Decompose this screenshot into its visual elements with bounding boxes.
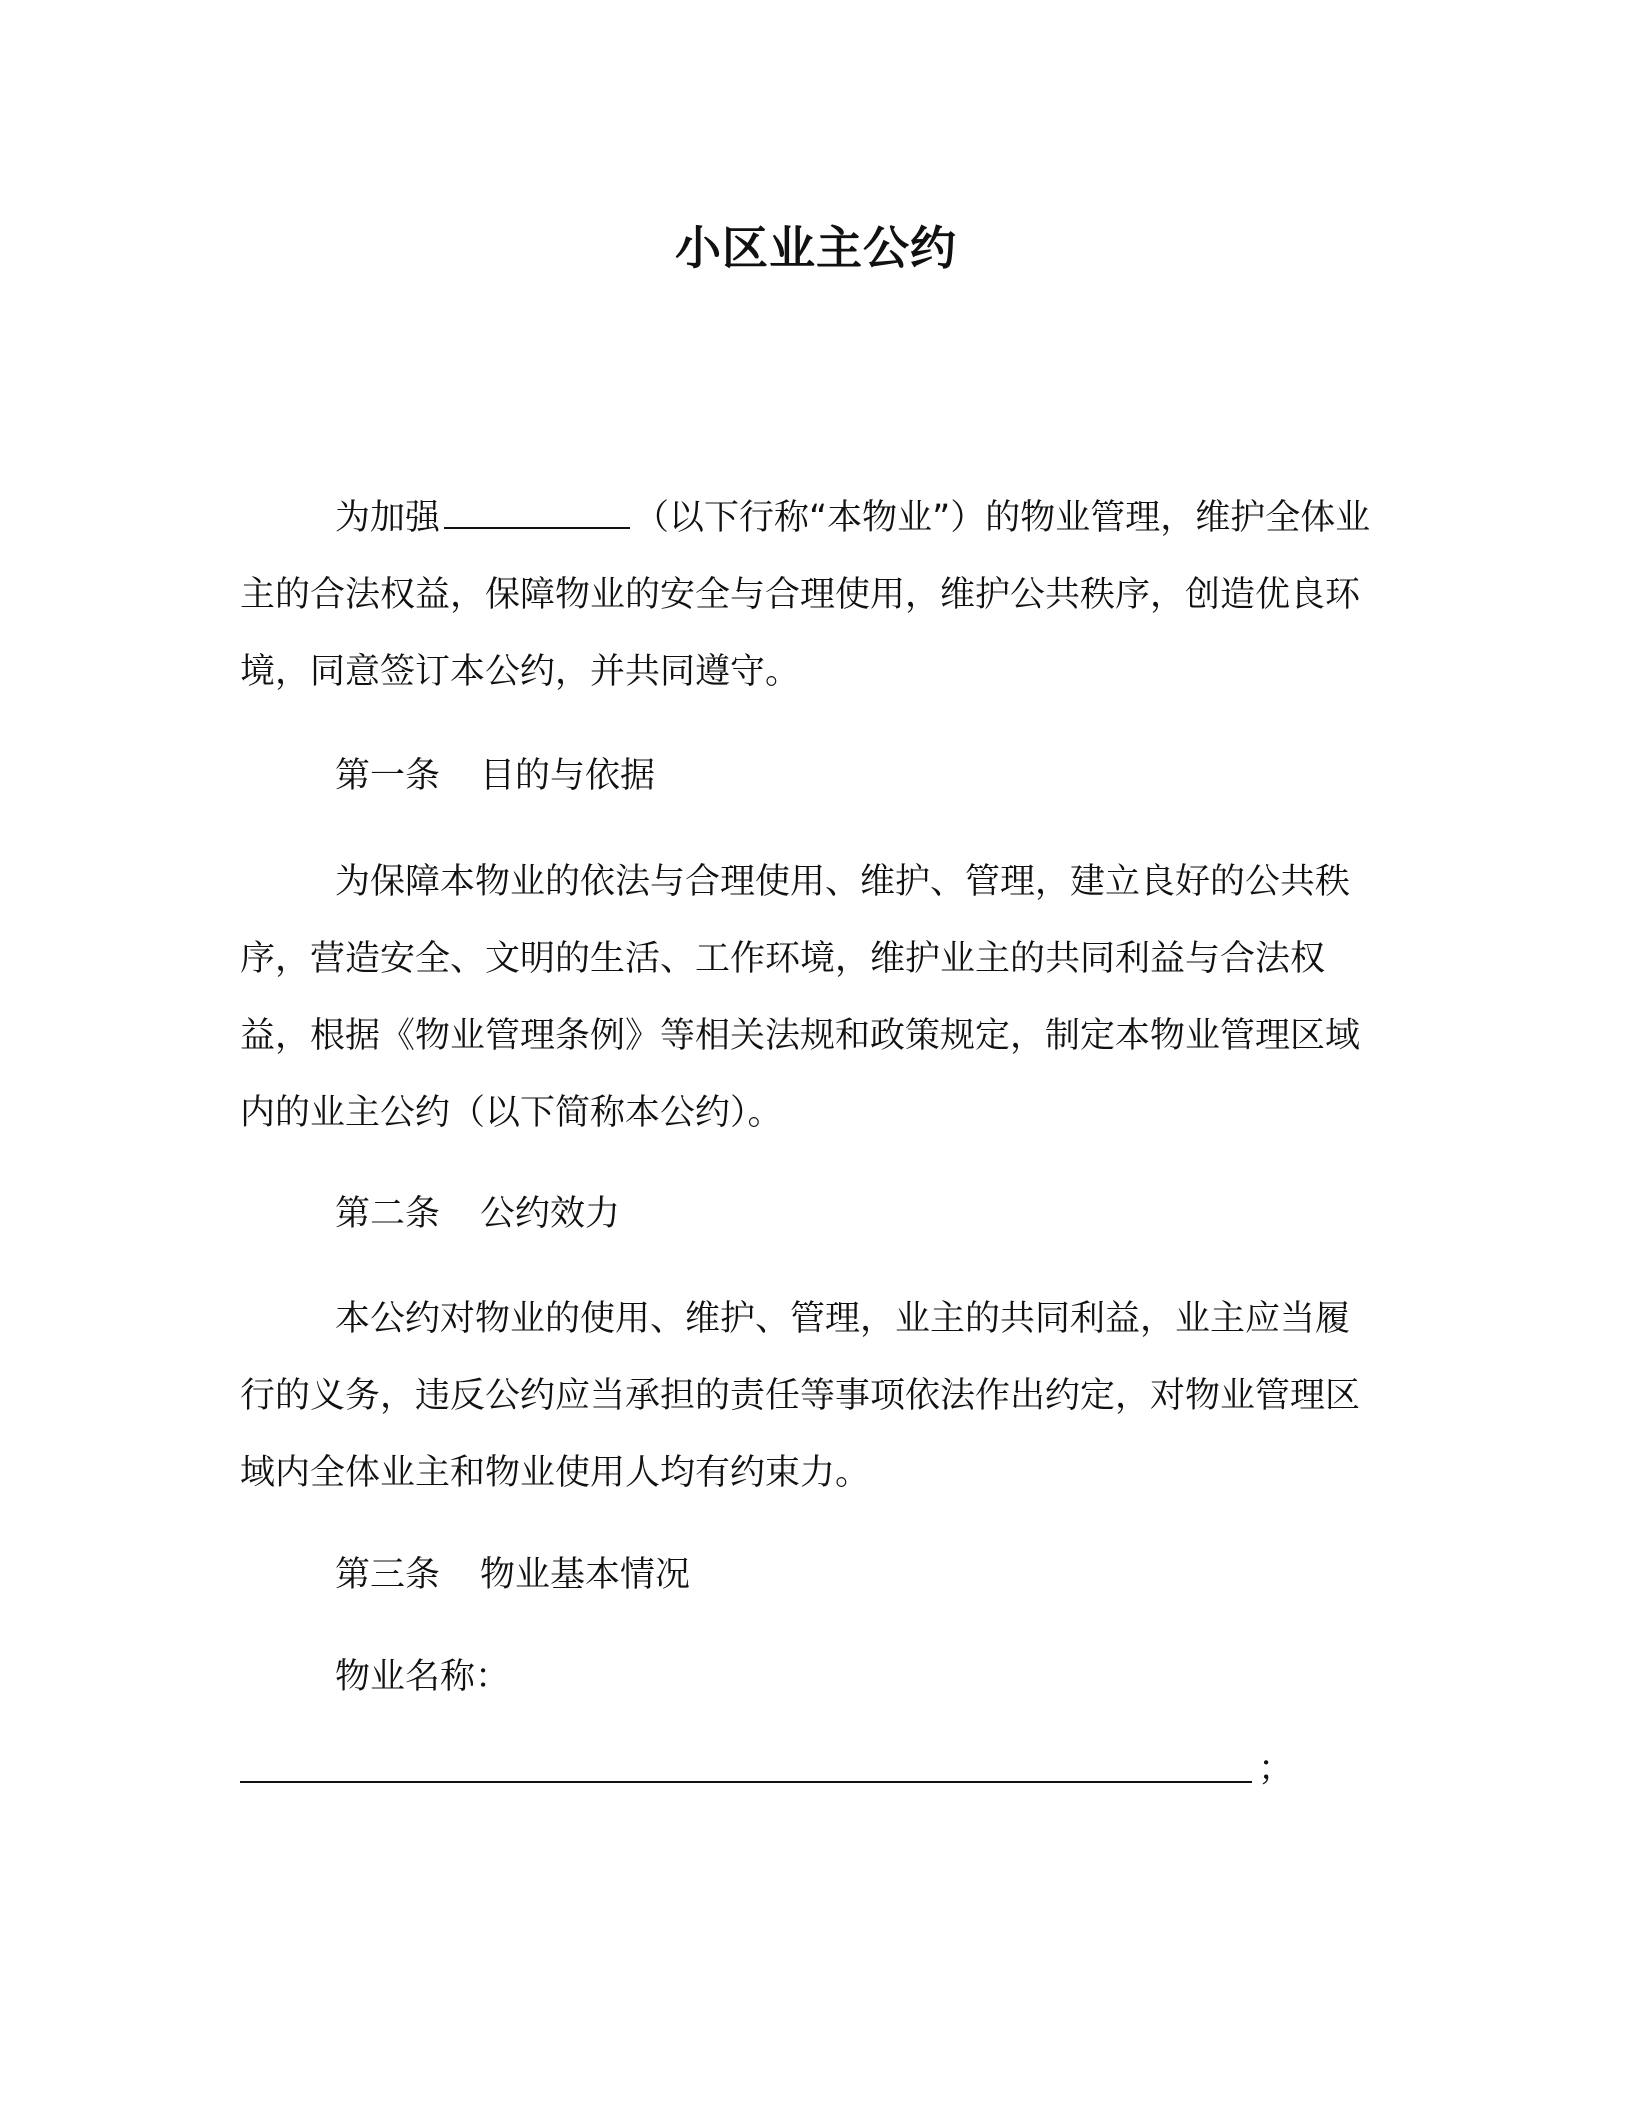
article-1-heading	[335, 751, 655, 801]
intro-text	[240, 480, 1380, 711]
article-2-heading	[335, 1189, 620, 1239]
intro-lead: 为加强	[335, 498, 441, 538]
property-name-line-end: ；	[1258, 1749, 1294, 1789]
article-2-text: 本公约对物业的使用、维护、管理，业主的共同利益，业主应当履行的义务，违反公约应当承担的责任等事项依法作出约定，对物业管理区域内全体业主和物业使用人均有约束力。	[240, 1299, 1361, 1493]
property-name-blank-field[interactable]	[240, 1757, 1252, 1783]
article-3-title: 物业基本情况	[480, 1555, 691, 1595]
article-2-number: 第二条	[335, 1194, 441, 1234]
property-name-label: 物业名称：	[335, 1657, 511, 1697]
intro-continuation: （以下行称“本物业”）的物业管理，维护全体业主的合法权益，保障物业的安全与合理使用，维护公共秩序，创造优良环境，同意签订本公约，并共同遵守。	[240, 498, 1371, 692]
article-1-number: 第一条	[335, 756, 441, 796]
article-1-text: 为保障本物业的依法与合理使用、维护、管理，建立良好的公共秩序，营造安全、文明的生活、工作环境，维护业主的共同利益与合法权益，根据《物业管理条例》等相关法规和政策规定，制定本物业管理区域内的业主公约（以下简称本公约）。	[240, 862, 1361, 1133]
article-1-body	[240, 844, 1380, 1152]
article-3-heading	[335, 1550, 690, 1600]
document-title: 小区业主公约	[675, 221, 957, 275]
article-3-number: 第三条	[335, 1555, 441, 1595]
article-2-title: 公约效力	[480, 1194, 621, 1234]
intro-blank-field[interactable]	[444, 497, 630, 529]
intro-paragraph	[240, 480, 1380, 711]
article-1-title: 目的与依据	[480, 756, 656, 796]
article-2-body	[240, 1281, 1380, 1512]
